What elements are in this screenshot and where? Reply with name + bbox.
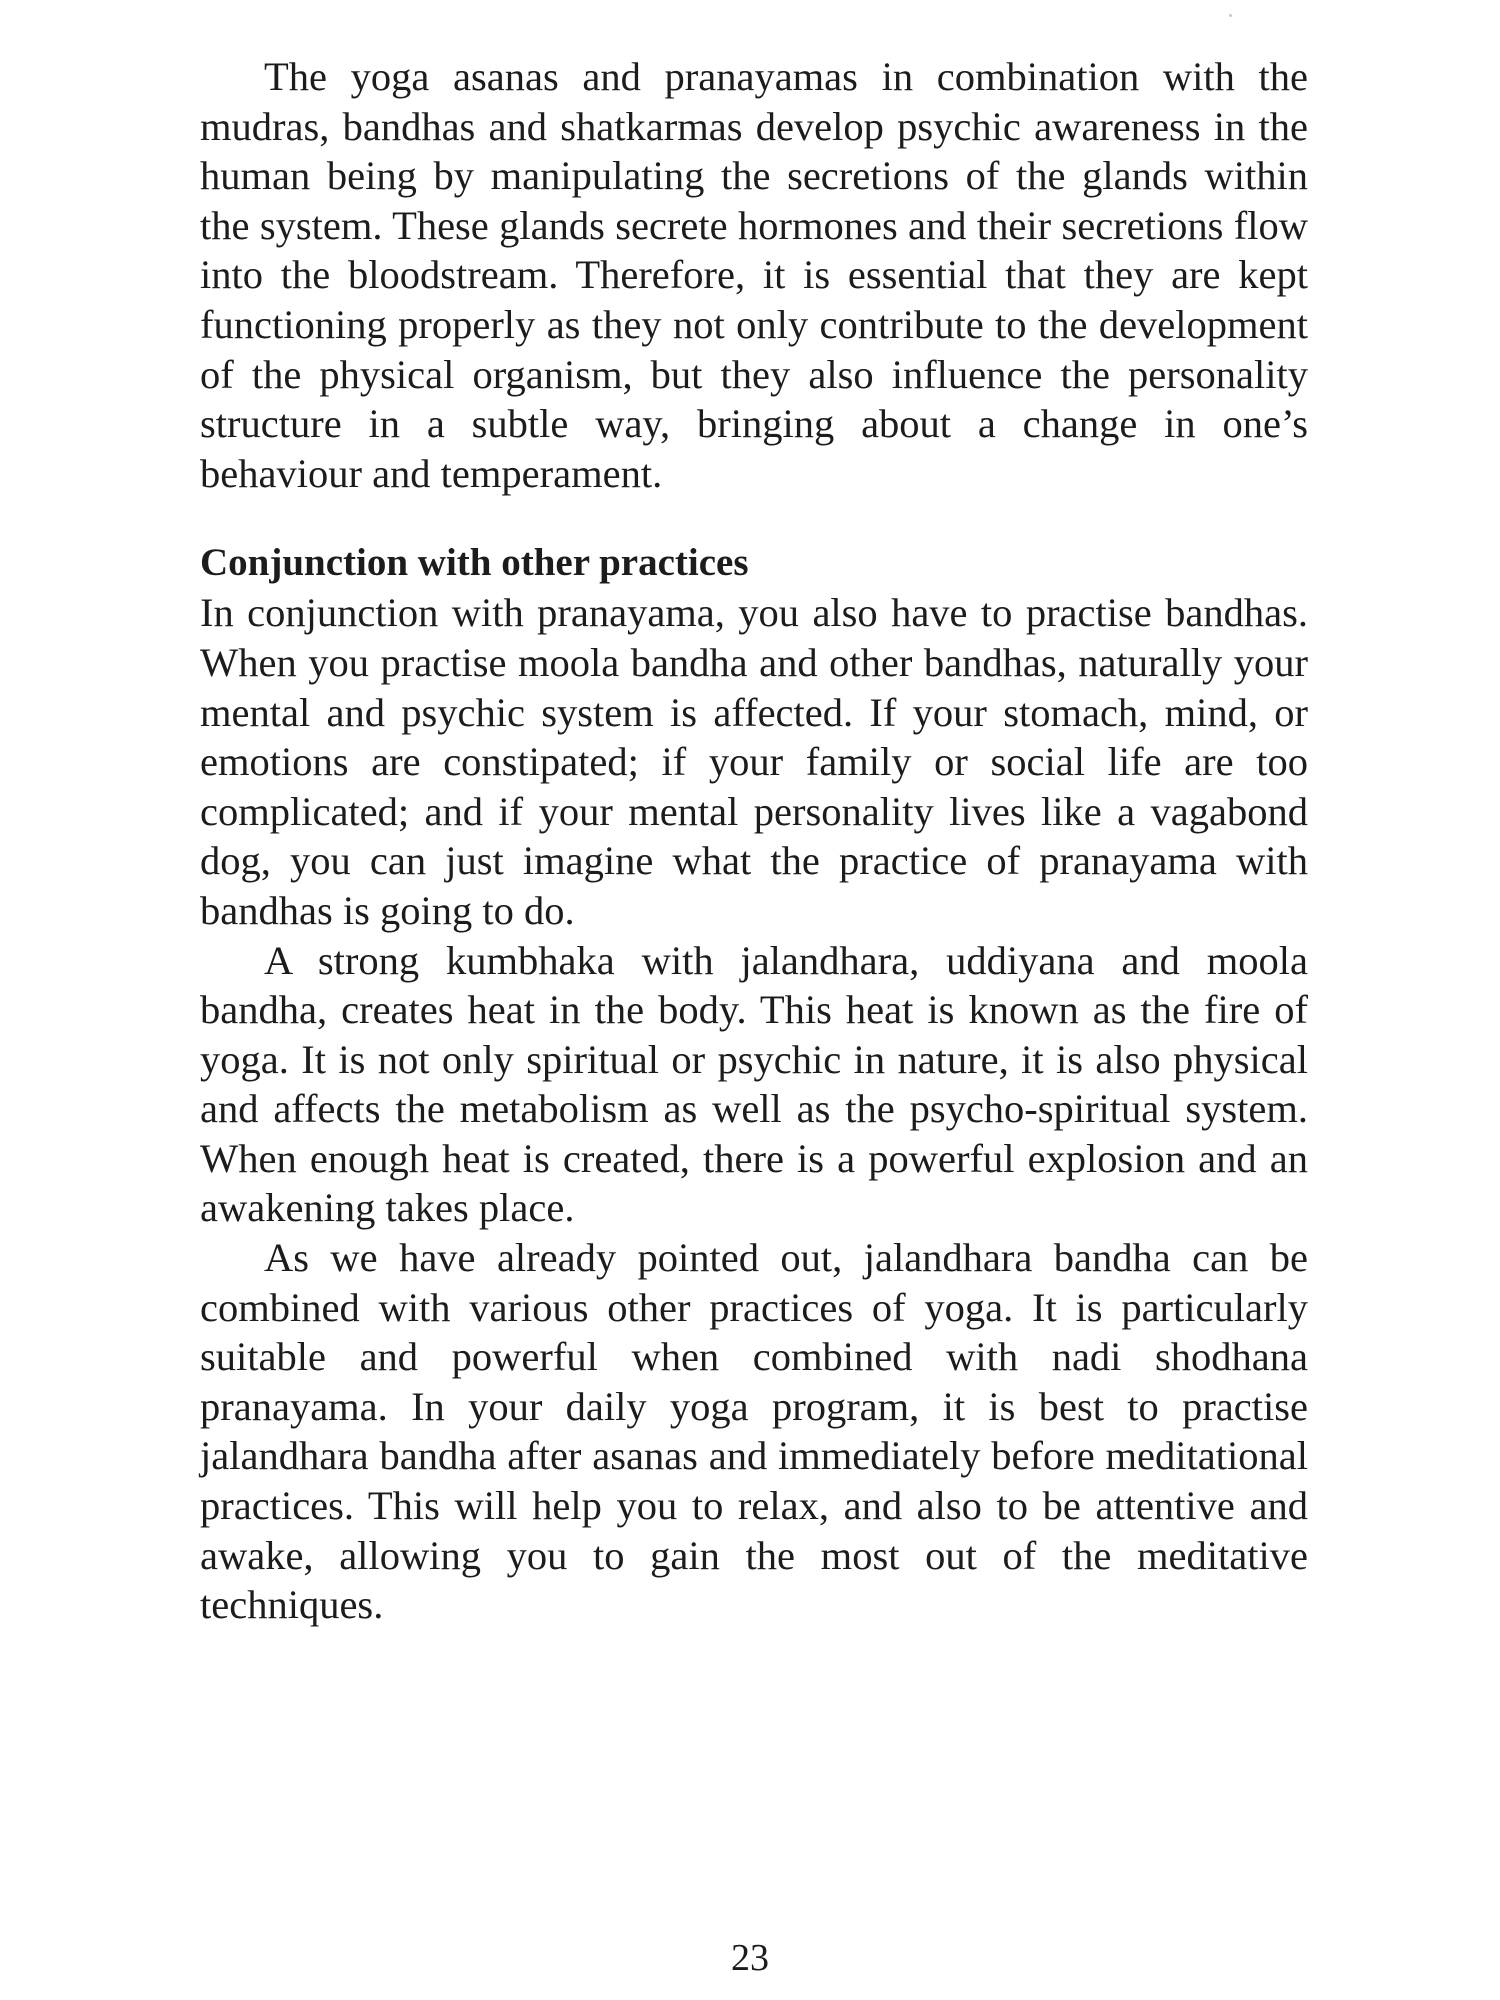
paragraph-jalandhara: As we have already pointed out, jalandhara bandha can be combined with various other practices of yoga. It is particularly suitable and powerful when combined with nadi shodhana pranayama. In your daily yoga program, it is best to practise jalandhara bandha after asanas and immediately before meditational practices. This will help you to relax, and also to be attentive and awake, allowing you to gain the most out of the meditative techniques.	[200, 1235, 1308, 1628]
paragraph-kumbhaka: A strong kumbhaka with jalandhara, uddiyana and moola bandha, creates heat in the body. This heat is known as the fire of yoga. It is not only spiritual or psychic in nature, it is also physical and affects the metabolism as well as the psycho-spiritual system. When enough heat is created, there is a powerful explosion and an awakening takes place.	[200, 937, 1308, 1231]
page-number: 23	[731, 1937, 769, 1979]
section-heading: Conjunction with other practices	[200, 541, 749, 585]
scan-speck	[1229, 14, 1232, 17]
text-column	[200, 52, 1308, 1630]
paragraph-bandhas: In conjunction with pranayama, you also have to practise bandhas. When you practise moola bandha and other bandhas, naturally your mental and psychic system is affected. If your stomach, mind, or emotions are constipated; if your family or social life are too complicated; and if your mental personality lives like a vagabond dog, you can just imagine what the practice of pranayama with bandhas is going to do.	[200, 590, 1308, 933]
paragraph-glands: The yoga asanas and pranayamas in combination with the mudras, bandhas and shatkarmas develop psychic awareness in the human being by manipulating the secretions of the glands within the system. These glands secrete hormones and their secretions flow into the bloodstream. Therefore, it is essential that they are kept functioning properly as they not only contribute to the development of the physical organism, but they also influence the personality structure in a subtle way, bringing about a change in one’s behaviour and temperament.	[200, 54, 1308, 496]
